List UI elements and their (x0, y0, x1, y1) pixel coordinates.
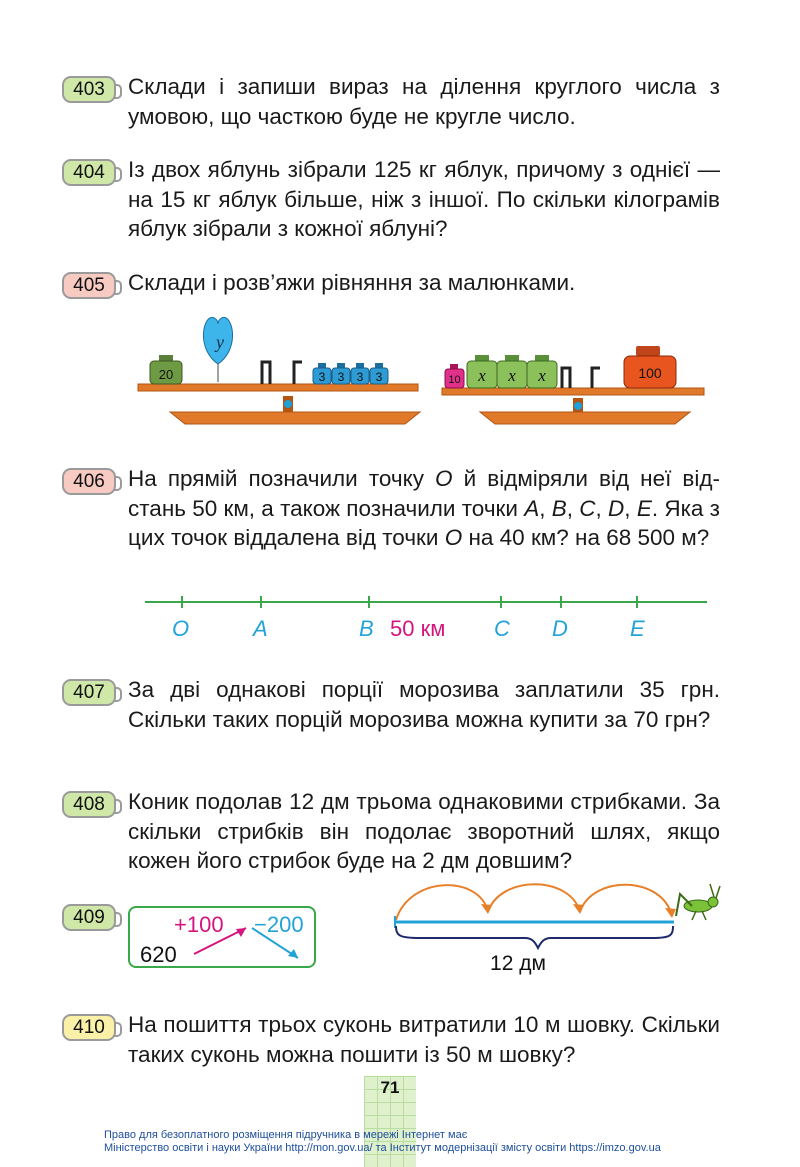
task-text: Із двох яблунь зібрали 125 кг яблук, причому з однієї — на 15 кг яблук більше, ніж з іншої. По скільки кілограмів яблук зібрали з кожної яблуні? (128, 157, 720, 241)
footer-line-2: Міністерство освіти і науки України http://mon.gov.ua/ та Інститут модернізації змісту освіти https://imzo.gov.ua (104, 1142, 661, 1154)
chain-start-value: 620 (140, 942, 177, 967)
task-text: На пошиття трьох суконь витратили 10 м шовку. Скільки таких суконь можна пошити із 50 м шовку? (128, 1012, 720, 1067)
point-label-c: C (494, 616, 510, 641)
jump-length-label: 12 дм (490, 952, 546, 975)
balloon-y (203, 317, 232, 382)
weight-20 (150, 355, 182, 384)
task-number-badge: 403 (62, 76, 116, 103)
grasshopper-jumps-diagram (380, 870, 725, 980)
svg-text:x: x (508, 366, 516, 385)
weight-100 (624, 346, 676, 388)
task-number-badge: 410 (62, 1014, 116, 1041)
task-number-badge: 408 (62, 791, 116, 818)
distance-label: 50 км (390, 616, 446, 641)
svg-text:3: 3 (318, 370, 326, 384)
point-label-o: O (172, 616, 190, 641)
page-number: 71 (380, 1078, 400, 1097)
scale-left (138, 317, 420, 424)
svg-text:10: 10 (448, 374, 461, 386)
chain-diagram (128, 906, 316, 968)
task-text: Коник подолав 12 дм трьома однаковими стрибками. За скільки стрибків він подолає зворотний шлях, якщо кожен його стрибок буде на 2 дм довшим? (128, 789, 720, 873)
weights-x (467, 355, 557, 388)
task-number-badge: 404 (62, 159, 116, 186)
chain-op-minus: −200 (254, 912, 304, 937)
svg-text:3: 3 (337, 370, 345, 384)
point-label-b: B (359, 616, 374, 641)
scale-right (442, 346, 704, 424)
task-text: Склади і розв’яжи рівняння за малюнками. (128, 270, 576, 295)
point-label-e: E (630, 616, 645, 641)
svg-text:100: 100 (638, 365, 662, 381)
point-label-d: D (552, 616, 568, 641)
svg-text:x: x (538, 366, 546, 385)
task-number-badge: 405 (62, 272, 116, 299)
chain-op-plus: +100 (174, 912, 224, 937)
weights-3 (313, 363, 388, 384)
task-number-badge: 409 (62, 904, 116, 931)
balance-scales-illustration (0, 300, 800, 440)
svg-text:3: 3 (375, 370, 383, 384)
footer-line-1: Право для безоплатного розміщення підручника в мережі Інтернет має (104, 1129, 468, 1141)
svg-text:3: 3 (356, 370, 364, 384)
grasshopper-icon (676, 884, 720, 920)
point-label-a: A (253, 616, 268, 641)
weight-20-label: 20 (158, 367, 174, 382)
number-line (0, 590, 800, 640)
task-number-badge: 407 (62, 679, 116, 706)
svg-text:x: x (478, 366, 486, 385)
task-number-badge: 406 (62, 468, 116, 495)
task-text: Склади і запиши вираз на ділення круглого числа з умовою, що часткою буде не кругле число. (128, 74, 720, 129)
task-text: На прямій позначили точку O й відміряли від неї відстань 50 км, а також позначили точки A, B, C, D, E. Яка з цих точок віддалена від точки O на 40 км? на 68 500 м? (128, 466, 721, 550)
balloon-variable: y (216, 332, 224, 352)
task-text: За дві однакові порції морозива заплатили 35 грн. Скільки таких порцій морозива можна купити за 70 грн? (128, 677, 720, 732)
weight-10 (445, 364, 464, 388)
